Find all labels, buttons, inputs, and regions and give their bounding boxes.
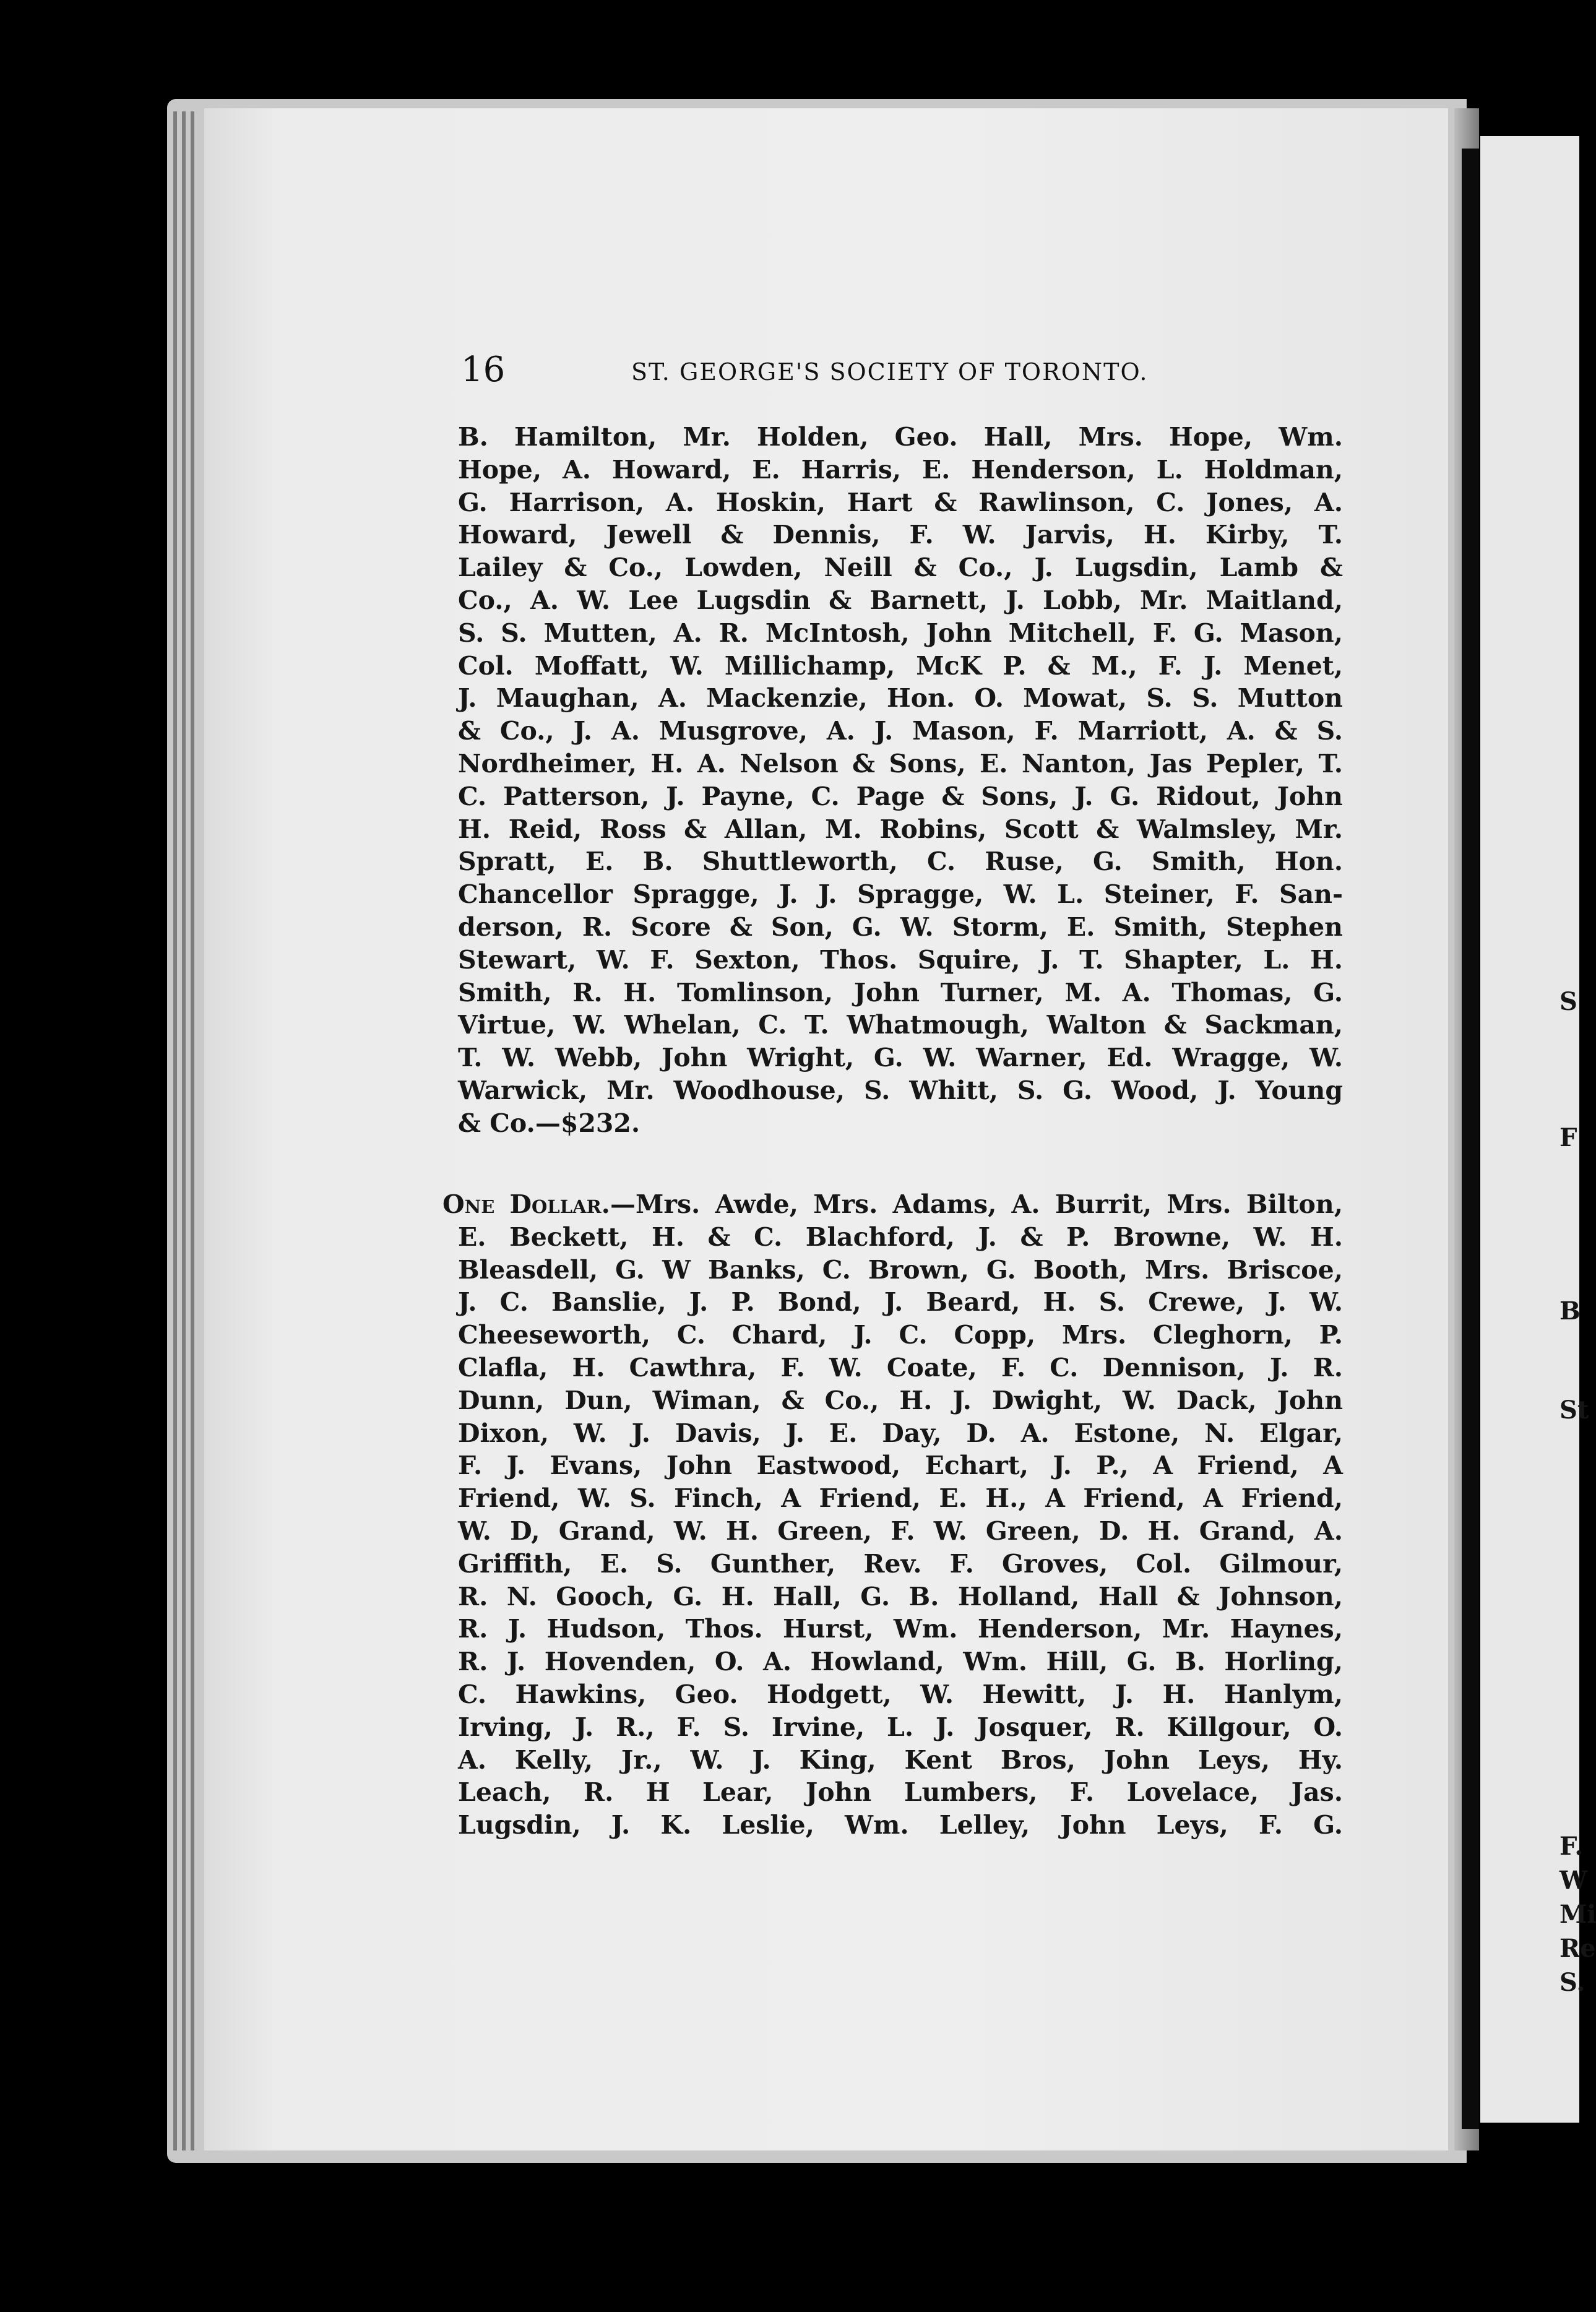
page-title: ST. GEORGE'S SOCIETY OF TORONTO. [631,358,1149,386]
text-line: H. Reid, Ross & Allan, M. Robins, Scott & Walmsley, Mr. [458,814,1343,844]
text-line: Smith, R. H. Tomlinson, John Turner, M. A. Thomas, G. [458,977,1343,1007]
subscriber-list-continued [458,421,1343,1140]
one-dollar-list [442,1188,1343,1842]
text-line: J. C. Banslie, J. P. Bond, J. Beard, H. S. Crewe, J. W. [458,1287,1343,1318]
text-line: & Co.—$232. [458,1108,641,1138]
right-page-fragment: S. [1559,1968,1585,1997]
right-page-fragment: W [1559,1866,1587,1895]
text-line: E. Beckett, H. & C. Blachford, J. & P. Browne, W. H. [458,1222,1343,1252]
text-line: R. N. Gooch, G. H. Hall, G. B. Holland, Hall & Johnson, [458,1581,1343,1611]
section-first-line-text: —Mrs. Awde, Mrs. Adams, A. Burrit, Mrs. Bilton, [610,1189,1343,1219]
text-line: Leach, R. H Lear, John Lumbers, F. Lovelace, Jas. [458,1777,1343,1808]
book-spine [1462,149,1479,2129]
text-line: Griffith, E. S. Gunther, Rev. F. Groves, Col. Gilmour, [458,1548,1343,1579]
text-line: Dixon, W. J. Davis, J. E. Day, D. A. Estone, N. Elgar, [458,1418,1343,1448]
text-line: Lailey & Co., Lowden, Neill & Co., J. Lugsdin, Lamb & [458,553,1343,583]
text-line: Virtue, W. Whelan, C. T. Whatmough, Walton & Sackman, [458,1010,1343,1040]
text-line: derson, R. Score & Son, G. W. Storm, E. Smith, Stephen [458,912,1343,942]
text-line: A. Kelly, Jr., W. J. King, Kent Bros, John Leys, Hy. [458,1745,1343,1775]
text-line: S. S. Mutten, A. R. McIntosh, John Mitchell, F. G. Mason, [458,618,1343,648]
right-page-fragment: S [1559,987,1577,1016]
text-line: T. W. Webb, John Wright, G. W. Warner, Ed. Wragge, W. [458,1043,1343,1073]
right-page-fragment: Mi [1559,1900,1596,1929]
text-line: Col. Moffatt, W. Millichamp, McK P. & M., F. J. Menet, [458,650,1343,681]
right-page-fragment: St [1559,1395,1589,1425]
text-line: Spratt, E. B. Shuttleworth, C. Ruse, G. Smith, Hon. [458,847,1343,877]
text-line: Stewart, W. F. Sexton, Thos. Squire, J. T. Shapter, L. H. [458,944,1343,975]
right-page-fragment: F. [1559,1832,1584,1861]
text-line: Cheeseworth, C. Chard, J. C. Copp, Mrs. Cleghorn, P. [458,1320,1343,1350]
text-line: Irving, J. R., F. S. Irvine, L. J. Josquer, R. Killgour, O. [458,1712,1343,1742]
text-line: Dunn, Dun, Wiman, & Co., H. J. Dwight, W. Dack, John [458,1385,1343,1415]
text-line: Howard, Jewell & Dennis, F. W. Jarvis, H. Kirby, T. [458,520,1343,550]
running-head [461,350,1340,393]
text-line: Nordheimer, H. A. Nelson & Sons, E. Nanton, Jas Pepler, T. [458,748,1343,779]
right-page-fragment: Re [1559,1934,1596,1963]
text-line: R. J. Hudson, Thos. Hurst, Wm. Henderson, Mr. Haynes, [458,1614,1343,1644]
page-number: 16 [461,350,506,390]
text-line: C. Patterson, J. Payne, C. Page & Sons, J. G. Ridout, John [458,781,1343,811]
text-line: Clafla, H. Cawthra, F. W. Coate, F. C. Dennison, J. R. [458,1352,1343,1382]
right-page-fragment: F [1559,1123,1577,1152]
page-edge [191,111,194,2150]
text-line: Lugsdin, J. K. Leslie, Wm. Lelley, John Leys, F. G. [458,1810,1343,1840]
text-line: W. D, Grand, W. H. Green, F. W. Green, D. H. Grand, A. [458,1516,1343,1546]
section-lead: One Dollar. [442,1189,610,1219]
text-line: C. Hawkins, Geo. Hodgett, W. Hewitt, J. H. Hanlym, [458,1679,1343,1709]
text-line: Co., A. W. Lee Lugsdin & Barnett, J. Lobb, Mr. Maitland, [458,585,1343,615]
text-line: B. Hamilton, Mr. Holden, Geo. Hall, Mrs. Hope, Wm. [458,422,1343,452]
text-line: J. Maughan, A. Mackenzie, Hon. O. Mowat, S. S. Mutton [458,683,1343,714]
text-line: F. J. Evans, John Eastwood, Echart, J. P., A Friend, A [458,1451,1343,1481]
text-line: Warwick, Mr. Woodhouse, S. Whitt, S. G. Wood, J. Young [458,1075,1343,1105]
text-line: Bleasdell, G. W Banks, C. Brown, G. Booth, Mrs. Briscoe, [458,1254,1343,1285]
page-edge [173,111,177,2150]
page-edge [182,111,186,2150]
text-line: Hope, A. Howard, E. Harris, E. Henderson, L. Holdman, [458,454,1343,485]
text-line: Friend, W. S. Finch, A Friend, E. H., A Friend, A Friend, [458,1483,1343,1514]
text-line: Chancellor Spragge, J. J. Spragge, W. L. Steiner, F. San- [458,879,1343,910]
text-line: G. Harrison, A. Hoskin, Hart & Rawlinson, C. Jones, A. [458,487,1343,517]
right-page-fragment: B [1559,1296,1581,1326]
text-line: & Co., J. A. Musgrove, A. J. Mason, F. Marriott, A. & S. [458,716,1343,746]
text-line: R. J. Hovenden, O. A. Howland, Wm. Hill, G. B. Horling, [458,1647,1343,1677]
section-first-line [442,1188,1343,1221]
